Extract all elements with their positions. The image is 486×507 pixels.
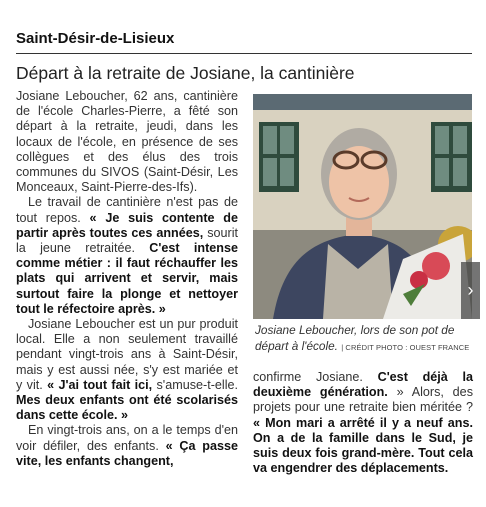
article-paragraph <box>16 195 238 317</box>
article-headline: Départ à la retraite de Josiane, la cantinière <box>16 63 355 83</box>
quote-run: « Ça passe vite, les enfants changent, <box>16 438 238 468</box>
article-kicker: Saint-Désir-de-Lisieux <box>16 30 175 47</box>
text-run: » Alors, des projets pour une retraite bien méritée ? <box>253 385 473 415</box>
quote-run: « Mon mari a arrêté il y a neuf ans. On a de la famille dans le Sud, je suis deux fois grand-mère. Tout cela va engendrer des déplacements. <box>253 415 473 476</box>
article-photo[interactable] <box>253 94 472 319</box>
photo-portrait-woman-with-bouquet <box>253 94 472 319</box>
article-body-right <box>253 370 473 476</box>
article-paragraph <box>253 370 473 476</box>
photo-caption <box>255 322 480 356</box>
quote-run: C'est déjà la deuxième génération. <box>253 370 473 400</box>
text-run: confirme Josiane. <box>253 370 378 384</box>
photo-caption-text: Josiane Leboucher, lors de son pot de départ à l'école. <box>255 323 455 353</box>
kicker-divider <box>16 53 472 54</box>
article-paragraph <box>16 317 238 423</box>
photo-credit: | CRÉDIT PHOTO : OUEST FRANCE <box>341 343 470 352</box>
text-run: En vingt-trois ans, on a le temps d'en voir défiler, des enfants. <box>16 423 238 453</box>
article-paragraph <box>16 423 238 469</box>
text-run: s'amuse-t-elle. <box>152 377 238 392</box>
article-body-left <box>16 89 238 469</box>
text-run: Josiane Leboucher, 62 ans, cantinière de l'école Charles-Pierre, a fêté son départ à la retraite, jeudi, dans les locaux de l'école, en présence de ses collègues et des élus des trois communes du SIVOS (Saint-Désir, Les Monceaux, Saint-Pierre-des-Ifs). <box>16 89 238 195</box>
carousel-next-button[interactable] <box>461 262 480 319</box>
article-paragraph <box>16 89 238 195</box>
quote-run: C'est intense comme métier : il faut réchauffer les plats qui arrivent et servir, mais surtout faire la plonge et nettoyer tout le réfectoire après. » <box>16 241 239 316</box>
quote-run: « J'ai tout fait ici, <box>47 377 153 392</box>
quote-run: Mes deux enfants ont été scolarisés dans cette école. » <box>16 393 238 423</box>
text-run: Le travail de cantinière n'est pas de tout repos. <box>16 195 238 225</box>
chevron-right-icon: › <box>467 280 474 300</box>
text-run: sourit la jeune retraitée. <box>16 225 238 256</box>
text-run: Josiane Leboucher est un pur produit local. Elle a non seulement travaillé pendant vingt-trois ans à Saint-Désir, mais y est aussi née, s'y est mariée et y vit. <box>16 317 238 392</box>
quote-run: « Je suis contente de partir après toutes ces années, <box>16 210 238 240</box>
